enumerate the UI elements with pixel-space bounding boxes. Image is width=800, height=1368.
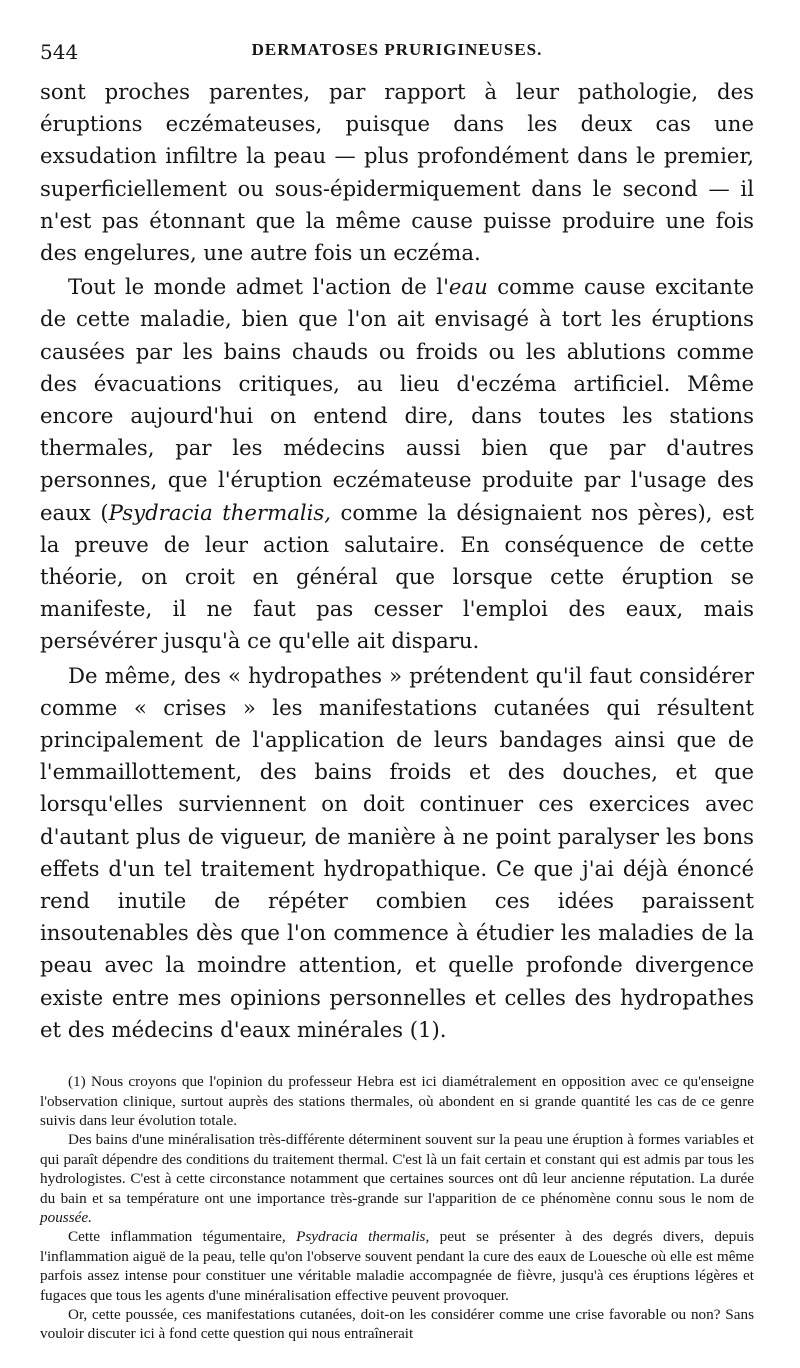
text-span: comme cause excitante de cette maladie, bien que l'on ait envisagé à tort les éruptions causées par les bains chauds ou froids ou les ablutions comme des évacuations critiques, au lieu d'eczéma artificiel. Même encore aujourd'hui on entend dire, dans toutes les stations thermales, par les médecins aussi bien que par d'autres personnes, que l'éruption eczémateuse produite par l'usage des eaux (	[40, 274, 755, 525]
text-span: Or, cette poussée, ces manifestations cutanées, doit-on les considérer comme une crise favorable ou non? Sans vouloir discuter ici à fond cette question qui nous entraînerait	[40, 1305, 754, 1343]
footnote	[40, 1072, 754, 1130]
main-text	[40, 76, 754, 1046]
text-span: sont proches parentes, par rapport à leur pathologie, des éruptions eczémateuses, puisque dans les deux cas une exsudation infiltre la peau — plus profondément dans le premier, superficiellement ou sous-épidermiquement dans le second — il n'est pas étonnant que la même cause puisse produire une fois des engelures, une autre fois un eczéma.	[40, 79, 754, 266]
paragraph	[40, 271, 754, 657]
footnotes	[40, 1072, 754, 1344]
footnote	[40, 1130, 754, 1227]
running-title: DERMATOSES PRURIGINEUSES.	[251, 40, 543, 59]
page-header	[40, 36, 754, 76]
page-number: 544	[40, 40, 79, 64]
italic-term: eau	[448, 274, 488, 300]
paragraph	[40, 76, 754, 269]
text-span: (1) Nous croyons que l'opinion du professeur Hebra est ici diamétralement en opposition avec ce qu'enseigne l'observation clinique, surtout auprès des stations thermales, où abondent en si grande quantité les cas de ce genre suivis dans leur évolution totale.	[40, 1073, 754, 1129]
italic-term: poussée.	[40, 1208, 92, 1226]
footnote	[40, 1305, 754, 1344]
text-span: comme la désignaient nos pères), est la preuve de leur action salutaire. En conséquence de cette théorie, on croit en général que lorsque cette éruption se manifeste, il ne faut pas cesser l'emploi des eaux, mais persévérer jusqu'à ce qu'elle ait disparu.	[40, 499, 754, 654]
italic-term: Psydracia thermalis,	[108, 499, 331, 525]
text-span: De même, des « hydropathes » prétendent qu'il faut considérer comme « crises » les manifestations cutanées qui résultent principalement de l'application de leurs bandages ainsi que de l'emmaillottement, des bains froids et des douches, et que lorsqu'elles surviennent on doit continuer ces exercices avec d'autant plus de vigueur, de manière à ne point paralyser les bons effets d'un tel traitement hydropathique. Ce que j'ai déjà énoncé rend inutile de répéter combien ces idées paraissent insoutenables dès que l'on commence à étudier les maladies de la peau avec la moindre attention, et quelle profonde divergence existe entre mes opinions personnelles et celles des hydropathes et des médecins d'eaux minérales (1).	[40, 662, 754, 1042]
text-span: peut se présenter à des degrés divers, depuis l'inflammation aiguë de la peau, telle qu'on l'observe souvent pendant la cure des eaux de Louesche où elle est même parfois assez intense pour constituer une véritable maladie accompagnée de fièvre, jusqu'à ces éruptions légères et fugaces que tous les agents d'une minéralisation effective peuvent provoquer.	[40, 1228, 754, 1304]
italic-term: Psydracia thermalis,	[296, 1228, 430, 1246]
text-span: Tout le monde admet l'action de l'	[68, 274, 449, 300]
footnote	[40, 1227, 754, 1305]
text-span: Des bains d'une minéralisation très-différente déterminent souvent sur la peau une éruption à formes variables et qui paraît dépendre des conditions du traitement thermal. C'est là un fait certain et constant qui est admis par tous les hydrologistes. C'est à cette circonstance notamment que certaines sources ont dû leur ancienne réputation. La durée du bain et sa température ont une importance très-grande sur l'apparition de ce phénomène connu sous le nom de	[40, 1131, 754, 1207]
paragraph	[40, 660, 754, 1046]
text-span: Cette inflammation tégumentaire,	[68, 1228, 297, 1246]
